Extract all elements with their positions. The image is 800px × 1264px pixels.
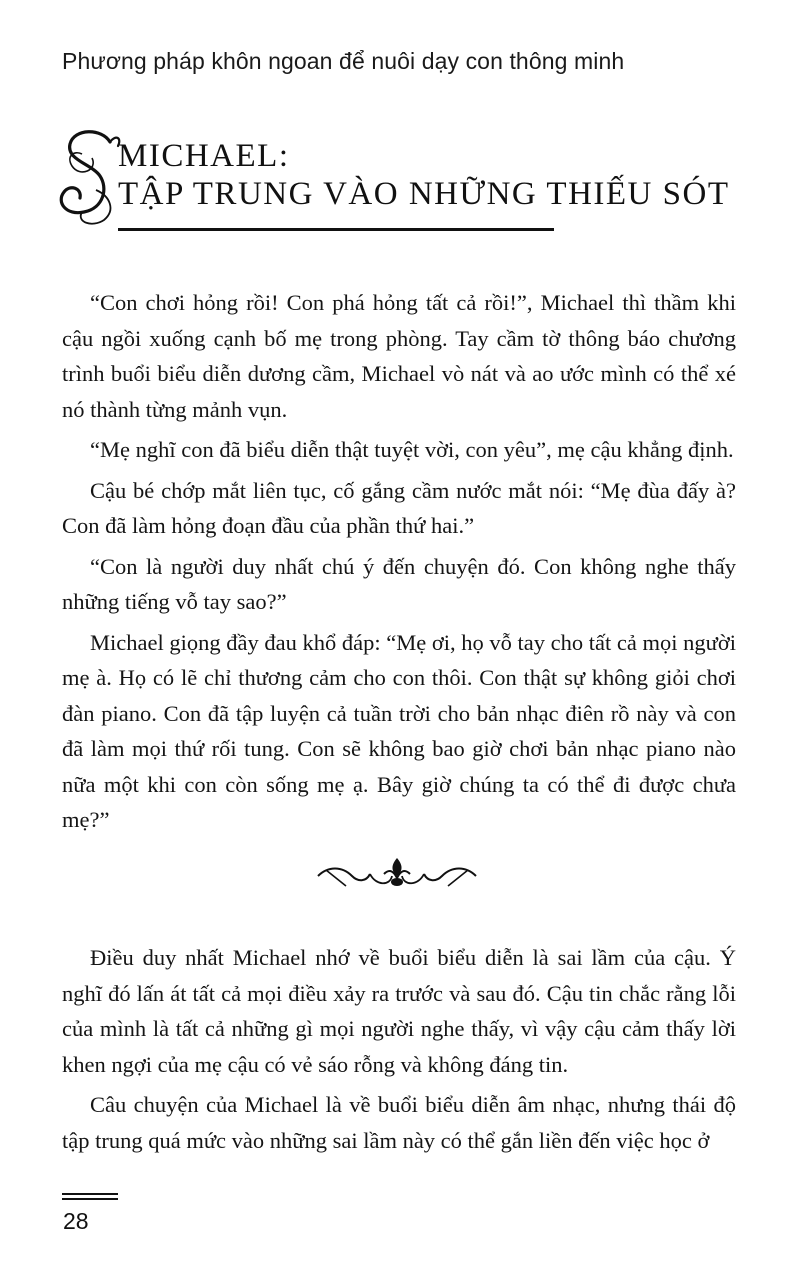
- folio-rule: [62, 1193, 118, 1195]
- folio-rule: [62, 1198, 118, 1200]
- paragraph: Michael giọng đầy đau khổ đáp: “Mẹ ơi, họ vỗ tay cho tất cả mọi người mẹ à. Họ có lẽ chỉ thương cảm cho con thôi. Con thật sự không giỏi chơi đàn piano. Con đã tập luyện cả tuần trời cho bản nhạc điên rồ này và con đã làm mọi thứ rối tung. Con sẽ không bao giờ chơi bản nhạc piano nào nữa một khi con còn sống mẹ ạ. Bây giờ chúng ta có thể đi được chưa mẹ?”: [62, 629, 736, 832]
- page-number: 28: [63, 1208, 89, 1234]
- paragraph: “Mẹ nghĩ con đã biểu diễn thật tuyệt vời, con yêu”, mẹ cậu khẳng định.: [90, 437, 734, 462]
- paragraph: “Con chơi hỏng rồi! Con phá hỏng tất cả rồi!”, Michael thì thầm khi cậu ngồi xuống cạnh bố mẹ trong phòng. Tay cầm tờ thông báo chương trình buổi biểu diễn dương cầm, Michael vò nát và ao ước mình có thể xé nó thành từng mảnh vụn.: [62, 290, 736, 422]
- ornamental-dropcap-icon: [52, 120, 132, 230]
- story-section: [62, 285, 736, 843]
- chapter-title-line-2: TẬP TRUNG VÀO NHỮNG THIẾU SÓT: [118, 176, 730, 212]
- paragraph: “Con là người duy nhất chú ý đến chuyện đó. Con không nghe thấy những tiếng vỗ tay sao?”: [62, 553, 736, 614]
- title-underline: [118, 228, 554, 231]
- commentary-section: [62, 940, 736, 1163]
- chapter-title-line-1: MICHAEL:: [118, 138, 290, 174]
- paragraph: Câu chuyện của Michael là về buổi biểu diễn âm nhạc, nhưng thái độ tập trung quá mức vào những sai lầm này có thể gắn liền đến việc học ở: [62, 1092, 736, 1153]
- chapter-title: [0, 120, 800, 240]
- running-head: Phương pháp khôn ngoan để nuôi dạy con thông minh: [62, 48, 625, 74]
- section-divider-ornament-icon: [312, 852, 482, 894]
- paragraph: Điều duy nhất Michael nhớ về buổi biểu diễn là sai lầm của cậu. Ý nghĩ đó lấn át tất cả mọi điều xảy ra trước và sau đó. Cậu tin chắc rằng lỗi của mình là tất cả những gì mọi người nghe thấy, vì vậy cậu cảm thấy lời khen ngợi của mẹ cậu có vẻ sáo rỗng và không đáng tin.: [62, 945, 736, 1077]
- paragraph: Cậu bé chớp mắt liên tục, cố gắng cầm nước mắt nói: “Mẹ đùa đấy à? Con đã làm hỏng đoạn đầu của phần thứ hai.”: [62, 477, 736, 538]
